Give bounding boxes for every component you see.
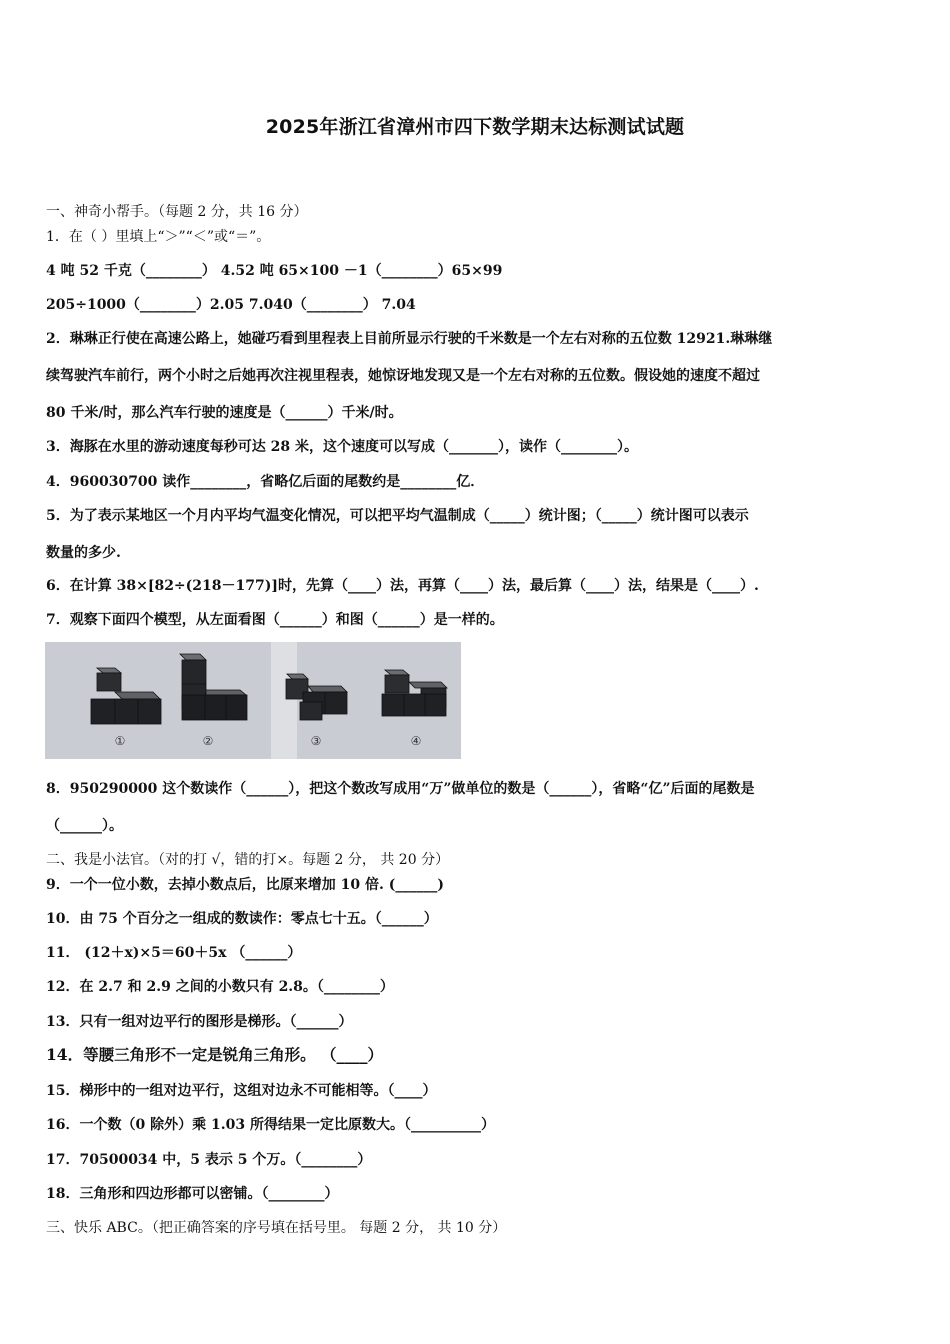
q2-line1: 2．琳琳正行使在高速公路上，她碰巧看到里程表上目前所显示行驶的千米数是一个左右对称的五位数 12921.琳琳继 [46,331,773,347]
cube-models-figure [45,642,461,759]
q8-line2: （______）。 [46,818,123,834]
q4: 4．960030700 读作________，省略亿后面的尾数约是________亿． [46,474,485,490]
q18: 18．三角形和四边形都可以密铺。（________） [46,1186,339,1202]
section2-heading: 二、我是小法官。（对的打 √，错的打×。每题 2 分， 共 20 分） [46,852,450,868]
figure-label-1: ① [114,734,126,748]
q2-line3: 80 千米/时，那么汽车行驶的速度是（______）千米/时。 [46,405,403,421]
q10: 10．由 75 个百分之一组成的数读作：零点七十五。（______） [46,911,438,927]
q15: 15．梯形中的一组对边平行，这组对边永不可能相等。（____） [46,1083,437,1099]
q14: 14．等腰三角形不一定是锐角三角形。 （____） [46,1045,383,1064]
q2-line2: 续驾驶汽车前行，两个小时之后她再次注视里程表，她惊讶地发现又是一个左右对称的五位数。假设她的速度不超过 [46,368,760,384]
section3-heading: 三、快乐 ABC。（把正确答案的序号填在括号里。 每题 2 分， 共 10 分） [46,1220,507,1236]
q1-stem: 1．在（ ）里填上“＞”“＜”或“＝”。 [46,229,271,245]
figure-label-4: ④ [410,734,422,748]
q5-line2: 数量的多少. [46,545,121,561]
q9: 9．一个一位小数，去掉小数点后，比原来增加 10 倍. (______) [46,877,444,893]
q1-row2: 205÷1000（________）2.05 7.040（________） 7.04 [46,297,416,313]
page-title: 2025年浙江省漳州市四下数学期末达标测试试题 [265,116,685,138]
q16: 16．一个数（0 除外）乘 1.03 所得结果一定比原数大。（__________） [46,1117,495,1133]
figure-label-2: ② [202,734,214,748]
q6: 6．在计算 38×[82÷(218－177)]时，先算（____）法，再算（____）法，最后算（____）法，结果是（____）. [46,578,759,594]
q12: 12．在 2.7 和 2.9 之间的小数只有 2.8。（________） [46,979,394,995]
q3: 3．海豚在水里的游动速度每秒可达 28 米，这个速度可以写成（_______），读作（________）。 [46,439,638,455]
q5-line1: 5．为了表示某地区一个月内平均气温变化情况，可以把平均气温制成（_____）统计图；（_____）统计图可以表示 [46,508,749,524]
q17: 17．70500034 中，5 表示 5 个万。（________） [46,1152,372,1168]
q1-row1: 4 吨 52 千克（________） 4.52 吨 65×100 －1（________）65×99 [46,263,503,279]
figure-label-3: ③ [310,734,322,748]
section1-heading: 一、神奇小帮手。（每题 2 分，共 16 分） [46,204,308,220]
q13: 13．只有一组对边平行的图形是梯形。（______） [46,1014,353,1030]
q8-line1: 8．950290000 这个数读作（______），把这个数改写成用“万”做单位的数是（______），省略“亿”后面的尾数是 [46,781,755,797]
q11: 11． (12＋x)×5＝60＋5x （______） [46,945,302,961]
figure-fold [271,642,297,759]
q7: 7．观察下面四个模型，从左面看图（______）和图（______）是一样的。 [46,612,504,628]
